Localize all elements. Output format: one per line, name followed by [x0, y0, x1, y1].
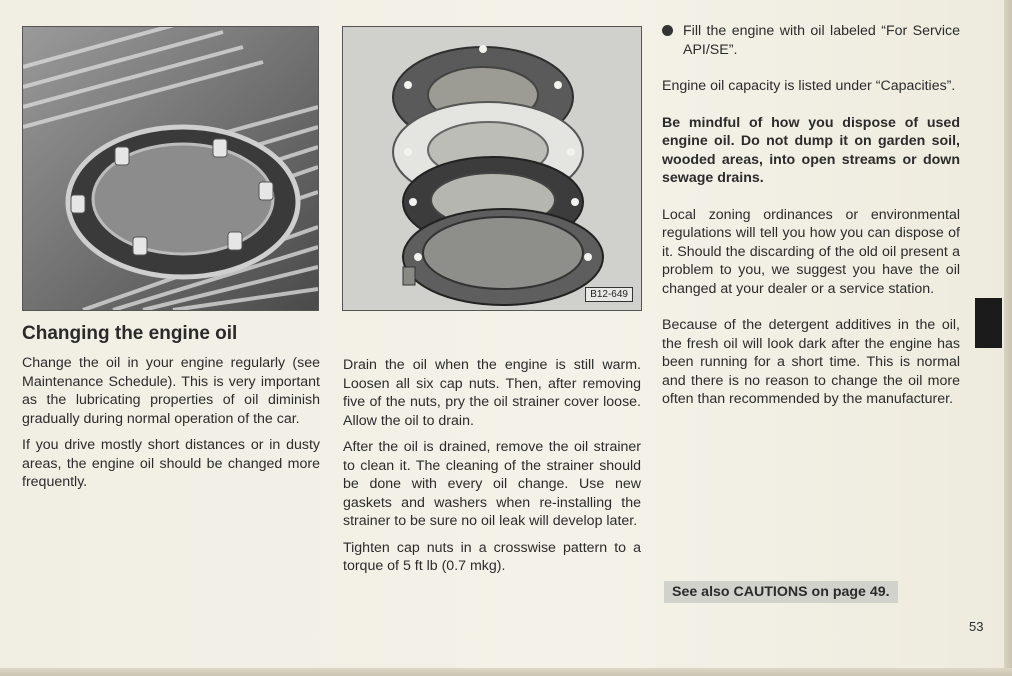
paragraph: Change the oil in your engine regularly (see Maintenance Schedule). This is very important as the lubricating properties of oil diminish gradually during normal operation of the car.: [22, 355, 320, 427]
bullet-icon: [662, 25, 673, 36]
see-also-note: See also CAUTIONS on page 49.: [664, 581, 898, 603]
paragraph: If you drive mostly short distances or in dusty areas, the engine oil should be changed more frequently.: [22, 437, 320, 490]
section-tab-marker: [975, 298, 1002, 348]
page-bottom-edge: [0, 668, 1012, 676]
paragraph: Because of the detergent additives in the oil, the fresh oil will look dark after the engine has been running for a short time. This is normal and there is no reason to change the oil more often than recommended by the manufacturer.: [662, 317, 960, 407]
paragraph: Drain the oil when the engine is still warm. Loosen all six cap nuts. Then, after removing five of the nuts, pry the oil strainer cover loose. Allow the oil to drain.: [343, 357, 641, 429]
engine-sump-photo: [22, 26, 319, 311]
oil-strainer-exploded-photo: [342, 26, 642, 311]
paragraph: Tighten cap nuts in a crosswise pattern to a torque of 5 ft lb (0.7 mkg).: [343, 539, 641, 574]
bullet-item: [662, 22, 960, 59]
middle-text-column: [343, 356, 641, 584]
paragraph: Engine oil capacity is listed under “Capacities”.: [662, 78, 956, 94]
page-number: 53: [969, 619, 984, 634]
paragraph: Local zoning ordinances or environmental regulations will tell you how you can dispose of it. Should the discarding of the old oil present a problem to you, we suggest you have the oil changed at your dealer or a service station.: [662, 206, 960, 297]
warning-paragraph: Be mindful of how you dispose of used engine oil. Do not dump it on garden soil, wooded areas, into open streams or down sewage drains.: [662, 114, 960, 186]
left-text-column: [22, 354, 320, 500]
bullet-text: Fill the engine with oil labeled “For Service API/SE”.: [683, 23, 960, 58]
paragraph: After the oil is drained, remove the oil strainer to clean it. The cleaning of the strainer should be done with every oil change. Use new gaskets and washers when re-installing the strainer to be sure no oil leak will develop later.: [343, 439, 641, 529]
section-heading: Changing the engine oil: [22, 323, 238, 344]
figure-reference-label: B12-649: [585, 287, 633, 302]
right-text-column: [662, 22, 960, 417]
page-edge: [1004, 0, 1012, 676]
